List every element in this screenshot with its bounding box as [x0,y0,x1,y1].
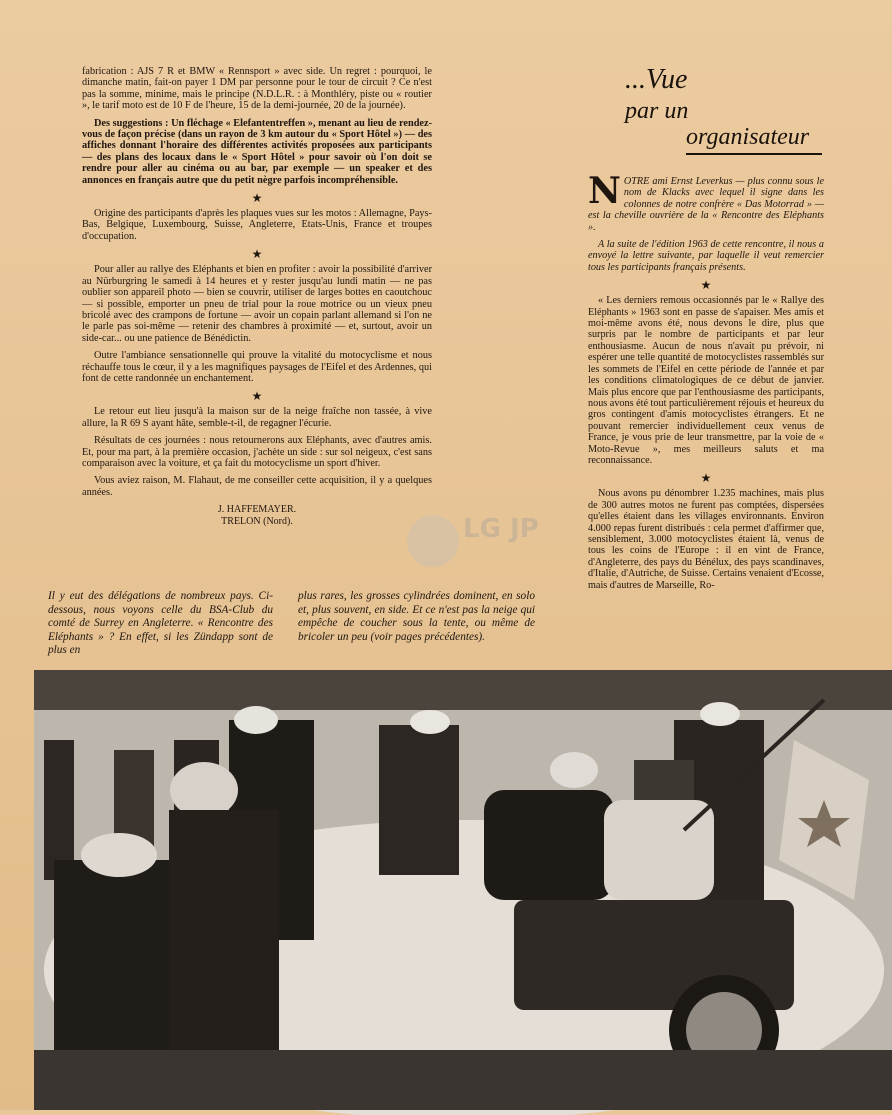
right-article-column [588,170,824,597]
rally-photo [34,670,892,1110]
paragraph: fabrication : AJS 7 R et BMW « Rennsport » avec side. Un regret : pourquoi, le dimanche matin, fait-on payer 1 DM par personne pour le tour de circuit ? Ce n'est pas la somme, minime, mais le principe (N.D.L.R. : à Monthléry, piste ou « routier », le tarif moto est de 10 F de l'heure, 15 de la demi-journée, 20 de la journée). [82,66,432,112]
paragraph: Résultats de ces journées : nous retournerons aux Eléphants, avec d'autres amis. Et, pour ma part, à la première occasion, j'achète un side : sur sol neigeux, c'est sans comparaison avec la voiture, et ça fait du motocyclisme un sport d'hiver. [82,435,432,469]
photo-caption-left: Il y eut des délégations de nombreux pays. Ci-dessous, nous voyons celle du BSA-Club du comté de Surrey en Angleterre. « Rencontre des Eléphants » ? En effet, si les Zündapp sont de plus en [48,590,273,656]
intro-paragraph [588,170,824,233]
watermark-text: LG JP [463,514,539,544]
intro-paragraph-2: A la suite de l'édition 1963 de cette rencontre, il nous a envoyé la lettre suivante, par laquelle il veut remercier tous les participants français présents. [588,239,824,273]
headline [620,62,825,162]
paragraph: Nous avons pu dénombrer 1.235 machines, mais plus de 300 autres motos ne furent pas comptées, dispersées qu'elles étaient dans les villages environnants. Environ 4.000 repas furent distribués : cela permet d'affirmer que, sensiblement, 3.000 motocyclistes étaient là, venus de tous les coins de l'Europe : il en vint de France, d'Angleterre, des pays du Bénélux, des pays scandinaves, d'Italie, d'Autriche, de Suisse. Certains venaient d'Ecosse, mais d'autres de Marseille, Ro- [588,488,824,591]
star-separator-icon: ★ [251,389,263,404]
headline-line-2: par un [625,98,689,124]
star-separator-icon: ★ [700,278,712,293]
headline-rule [686,153,822,155]
headline-line-1: ...Vue [625,64,688,95]
paragraph: « Les derniers remous occasionnés par le « Rallye des Eléphants » 1963 sont en passe de s'apaiser. Mes amis et moi-même avons été, nous devons le dire, plus que surpris par le nombre de participants et par leur enthousiasme. Aucun de nous n'avait pu prévoir, ni espérer une telle quantité de motocyclistes rassemblés sur les sommets de l'Eifel en cette période de l'année et par les conditions climatologiques de ce début de janvier. Mais plus encore que par l'enthousiasme des participants, nous avons été tout particulièrement réjouis et heureux du gros contingent d'amis motocyclistes étrangers. Et ne pouvant remercier individuellement ceux venus de France, je vous prie de leur transmettre, par la voie de « Moto-Revue », mes meilleurs saluts et ma reconnaissance. [588,295,824,466]
star-separator-icon: ★ [251,247,263,262]
paragraph: Origine des participants d'après les plaques vues sur les motos : Allemagne, Pays-Bas, Belgique, Luxembourg, Suisse, Angleterre, Etats-Unis, France et troupes d'occupation. [82,208,432,242]
signature [82,504,432,528]
rally-photo-illustration [34,670,892,1110]
intro-text: OTRE ami Ernst Leverkus — plus connu sous le nom de Klacks avec lequel il signe dans les colonnes de notre confrère « Das Motorrad » — est la cheville ouvrière de la « Rencontre des Eléphants ». [588,176,824,233]
signature-name: J. HAFFEMAYER. [217,504,297,516]
paragraph: Des suggestions : Un fléchage « Elefantentreffen », menant au lieu de rendez-vous de façon précise (dans un rayon de 3 km autour du « Sport Hôtel ») — des affiches donnant l'horaire des différentes activités proposées aux participants — des plans des locaux dans le « Sport Hôtel » pour savoir où l'on doit se rendre pour aller au cinéma ou au bar, par exemple — un speaker et des annonces en français autre que du petit nègre parfois incompréhensible. [82,117,432,186]
star-separator-icon: ★ [700,471,712,486]
paragraph: Vous aviez raison, M. Flahaut, de me conseiller cette acquisition, il y a quelques années. [82,475,432,498]
watermark-logo [405,505,539,575]
paragraph: Outre l'ambiance sensationnelle qui prouve la vitalité du motocyclisme et nous réchauffe tous le cœur, il y a les magnifiques paysages de l'Eifel et des Ardennes, qui font de cette randonnée un enchantement. [82,350,432,384]
paragraph: Pour aller au rallye des Eléphants et bien en profiter : avoir la possibilité d'arriver au Nürburgring le samedi à 14 heures et y rester jusqu'au lundi matin — ne pas oublier son appareil photo — bien se couvrir, utiliser de larges bottes en caoutchouc — si possible, emporter un pneu de trial pour la roue motrice ou un vieux pneu bricolé avec des crampons de fortune — avoir un copain parlant allemand si l'on ne le parle pas soi-même — retenir des chambres à proximité — et, surtout, avoir un side-car... ou une patience de Bénédictin. [82,264,432,344]
drop-cap: N [588,170,621,212]
left-article-column [82,66,432,528]
photo-caption-right: plus rares, les grosses cylindrées dominent, en solo et, plus souvent, en side. Et ce n'est pas la neige qui empêche de coucher sous la tente, ou même de bricoler un peu (voir pages précédentes). [298,590,535,643]
headline-line-3: organisateur [686,124,810,150]
signature-place: TRELON (Nord). [221,516,293,528]
star-separator-icon: ★ [251,191,263,206]
paragraph: Le retour eut lieu jusqu'à la maison sur de la neige fraîche non tassée, à vive allure, la R 69 S ayant hâte, semble-t-il, de regagner l'écurie. [82,406,432,429]
